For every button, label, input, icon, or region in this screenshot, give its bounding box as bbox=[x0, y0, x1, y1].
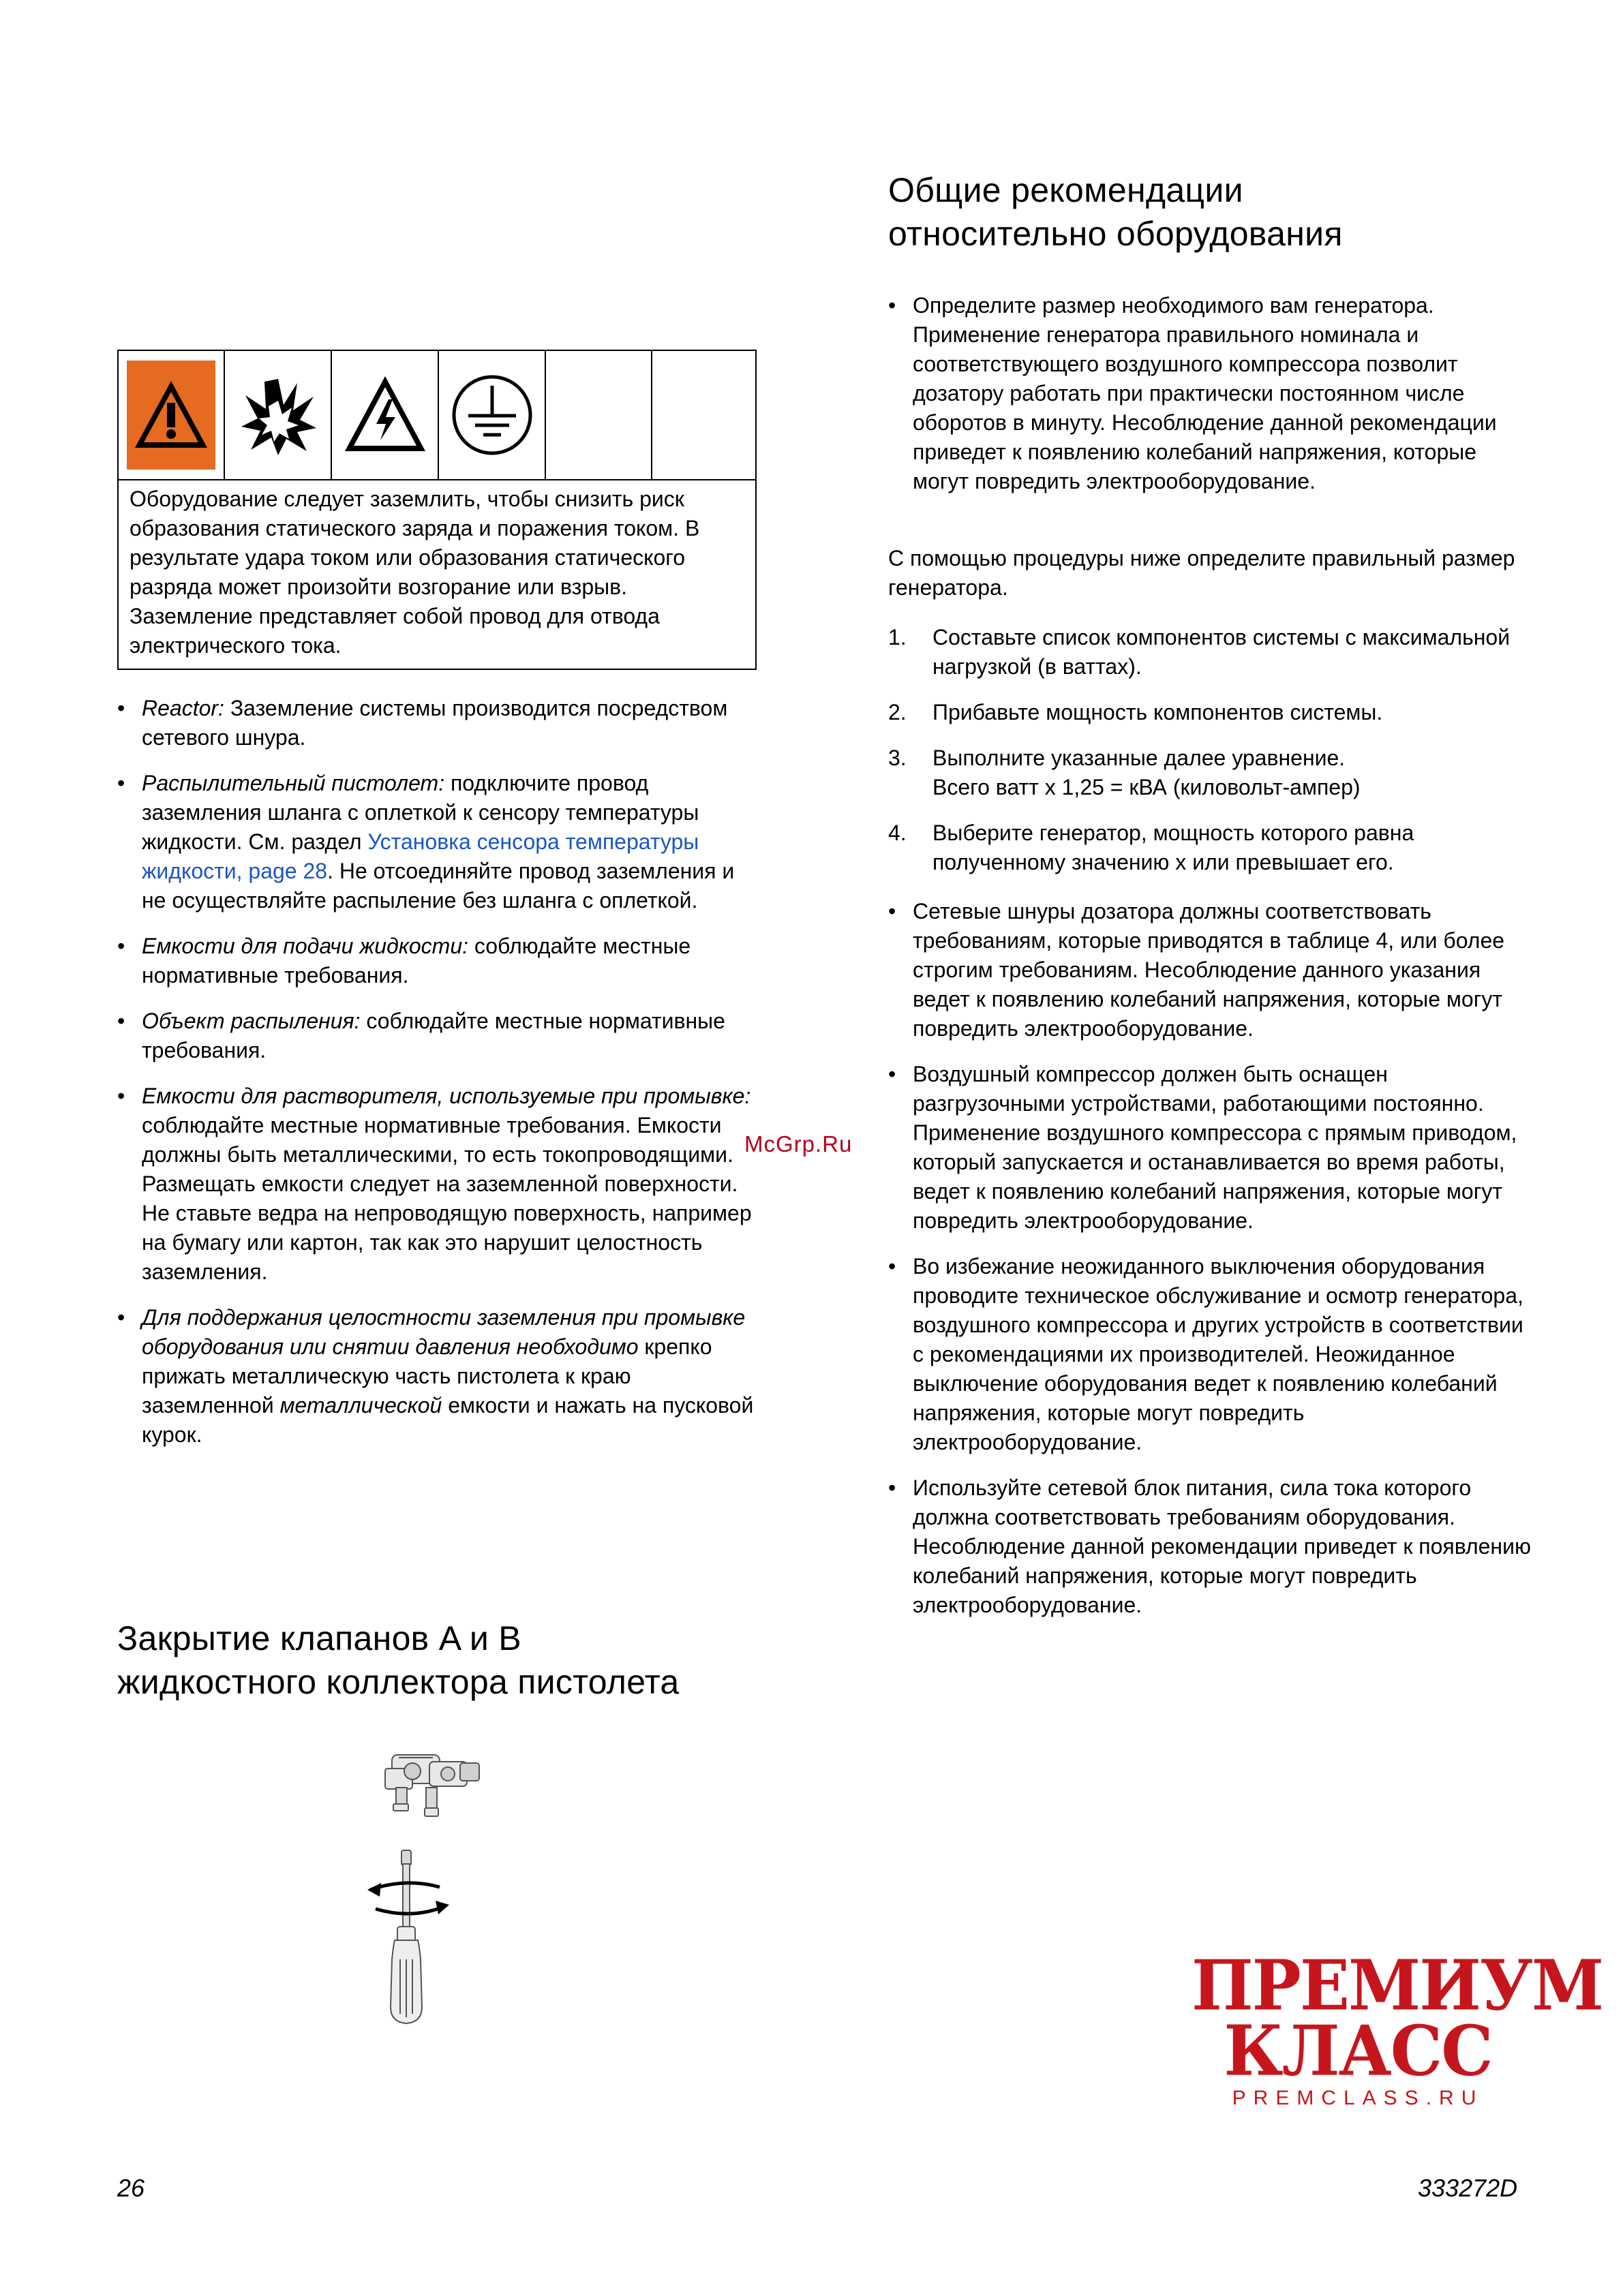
item-label: Емкости для подачи жидкости: bbox=[142, 934, 468, 958]
document-code: 333272D bbox=[1418, 2174, 1518, 2202]
item-text: соблюдайте местные нормативные требования. bbox=[142, 934, 691, 988]
warning-triangle-icon bbox=[127, 361, 215, 470]
screwdriver-icon bbox=[391, 1850, 422, 2023]
step-number: 1. bbox=[888, 625, 907, 649]
item-label: Для поддержания целостности заземления при промывке оборудования или снятии давления необходимо bbox=[142, 1305, 746, 1359]
item-text: соблюдайте местные нормативные требования. bbox=[142, 1009, 725, 1062]
warning-box bbox=[117, 350, 757, 670]
item-label: Емкости для растворителя, используемые при промывке: bbox=[142, 1084, 751, 1108]
shock-cell bbox=[332, 351, 439, 479]
item-text: подключите провод заземления шланга с оплеткой к сенсору температуры жидкости. См. раздел bbox=[142, 771, 699, 854]
step-text: Выберите генератор, мощность которого равна полученному значению x или превышает его. bbox=[932, 821, 1414, 874]
item-text: емкости и нажать на пусковой курок. bbox=[142, 1393, 754, 1447]
list-item bbox=[117, 932, 757, 990]
logo-line: ПРЕМИУМ bbox=[1192, 1945, 1603, 2026]
item-text: . Не отсоединяйте провод заземления и не осуществляйте распыление без шланга с оплеткой. bbox=[142, 859, 735, 913]
warning-icon-row bbox=[119, 351, 755, 480]
watermark: McGrp.Ru bbox=[744, 1131, 853, 1157]
explosion-cell bbox=[225, 351, 332, 479]
list-item bbox=[117, 1082, 757, 1287]
page-number: 26 bbox=[117, 2174, 145, 2202]
ground-cell bbox=[439, 351, 546, 479]
section-heading-valves bbox=[117, 1617, 799, 1704]
ground-symbol-icon bbox=[448, 371, 536, 459]
heading-line: относительно оборудования bbox=[888, 215, 1343, 253]
item-text: Заземление системы производится посредством сетевого шнура. bbox=[142, 696, 728, 750]
empty-cell bbox=[546, 351, 652, 479]
electric-shock-icon bbox=[341, 371, 429, 459]
logo-line: КЛАСС bbox=[1224, 2010, 1492, 2092]
list-item bbox=[117, 769, 757, 915]
warning-text: Оборудование следует заземлить, чтобы снизить риск образования статического заряда и поражения током. В результате удара током или образования статического разряда может произойти возгорание или взрыв. Заземление представляет собой провод для отвода электрического тока. bbox=[130, 487, 700, 658]
list-item: • Воздушный компрессор должен быть оснащен разгрузочными устройствами, работающими постоянно. Применение воздушного компрессора с прямым приводом, который запускается и останавливается во время работы, ведет к появлению колебаний напряжения, которые могут повредить электрооборудование. bbox=[888, 1060, 1536, 1236]
item-text: крепко прижать металлическую часть пистолета к краю заземленной bbox=[142, 1334, 712, 1418]
list-item: • Во избежание неожиданного выключения оборудования проводите техническое обслуживание и осмотр генератора, воздушного компрессора и других устройств в соответствии с рекомендациями их производителей. Неожиданное выключение оборудования ведет к появлению колебаний напряжения, которые могут повредить электрооборудование. bbox=[888, 1252, 1536, 1457]
step-number: 3. bbox=[888, 746, 907, 770]
list-item: • Определите размер необходимого вам генератора. Применение генератора правильного номинала и соответствующего воздушного компрессора позволит дозатору работать при практически постоянном числе оборотов в минуту. Несоблюдение данной рекомендации приведет к появлению колебаний напряжения, которые могут повредить электрооборудование. bbox=[888, 291, 1536, 496]
list-item bbox=[117, 1303, 757, 1450]
step-text: Составьте список компонентов системы с максимальной нагрузкой (в ваттах). bbox=[932, 625, 1511, 679]
step-number: 2. bbox=[888, 700, 907, 724]
step-text: Выполните указанные далее уравнение. bbox=[932, 746, 1346, 770]
equipment-list bbox=[888, 897, 1536, 1636]
generator-intro-list bbox=[888, 291, 1536, 512]
explosion-icon bbox=[237, 371, 319, 459]
step-formula: Всего ватт x 1,25 = кВА (киловольт-ампер) bbox=[932, 775, 1361, 799]
list-item: • Сетевые шнуры дозатора должны соответствовать требованиям, которые приводятся в таблице 4, или более строгим требованиям. Несоблюдение данного указания ведет к появлению колебаний напряжения, которые могут повредить электрооборудование. bbox=[888, 897, 1536, 1043]
page-reference-link[interactable]: Установка сенсора температуры жидкости, page 28 bbox=[142, 829, 699, 883]
step-item bbox=[888, 744, 1536, 802]
list-item: • Используйте сетевой блок питания, сила тока которого должна соответствовать требованиям оборудования. Несоблюдение данной рекомендации приведет к появлению колебаний напряжения, которые могут повредить электрооборудование. bbox=[888, 1473, 1536, 1620]
item-label: Распылительный пистолет: bbox=[142, 771, 445, 795]
empty-cell bbox=[652, 351, 757, 479]
premclass-logo bbox=[1192, 1945, 1603, 2110]
step-text: Прибавьте мощность компонентов системы. bbox=[932, 700, 1383, 724]
warning-cell bbox=[119, 351, 225, 479]
manifold-screwdriver-illustration bbox=[358, 1741, 521, 2055]
heading-line: жидкостного коллектора пистолета bbox=[117, 1663, 680, 1701]
step-number: 4. bbox=[888, 821, 907, 845]
procedure-steps bbox=[888, 623, 1536, 893]
item-label: металлической bbox=[279, 1393, 442, 1418]
heading-line: Закрытие клапанов A и B bbox=[117, 1619, 521, 1657]
section-heading-equipment bbox=[888, 168, 1502, 256]
manifold-icon bbox=[385, 1755, 479, 1816]
step-item bbox=[888, 818, 1536, 877]
grounding-list bbox=[117, 694, 757, 1466]
item-label: Reactor: bbox=[142, 696, 224, 720]
heading-line: Общие рекомендации bbox=[888, 171, 1243, 209]
logo-url: PREMCLASS.RU bbox=[1232, 2087, 1484, 2109]
step-item bbox=[888, 623, 1536, 682]
list-item bbox=[117, 1007, 757, 1065]
item-text: соблюдайте местные нормативные требования. Емкости должны быть металлическими, то есть токопроводящими. Размещать емкости следует на заземленной поверхности. Не ставьте ведра на непроводящую поверхность, например на бумагу или картон, так как это нарушит целостность заземления. bbox=[142, 1113, 752, 1284]
procedure-intro: С помощью процедуры ниже определите правильный размер генератора. bbox=[888, 546, 1515, 600]
list-item bbox=[117, 694, 757, 752]
step-item bbox=[888, 698, 1536, 727]
item-label: Объект распыления: bbox=[142, 1009, 361, 1033]
